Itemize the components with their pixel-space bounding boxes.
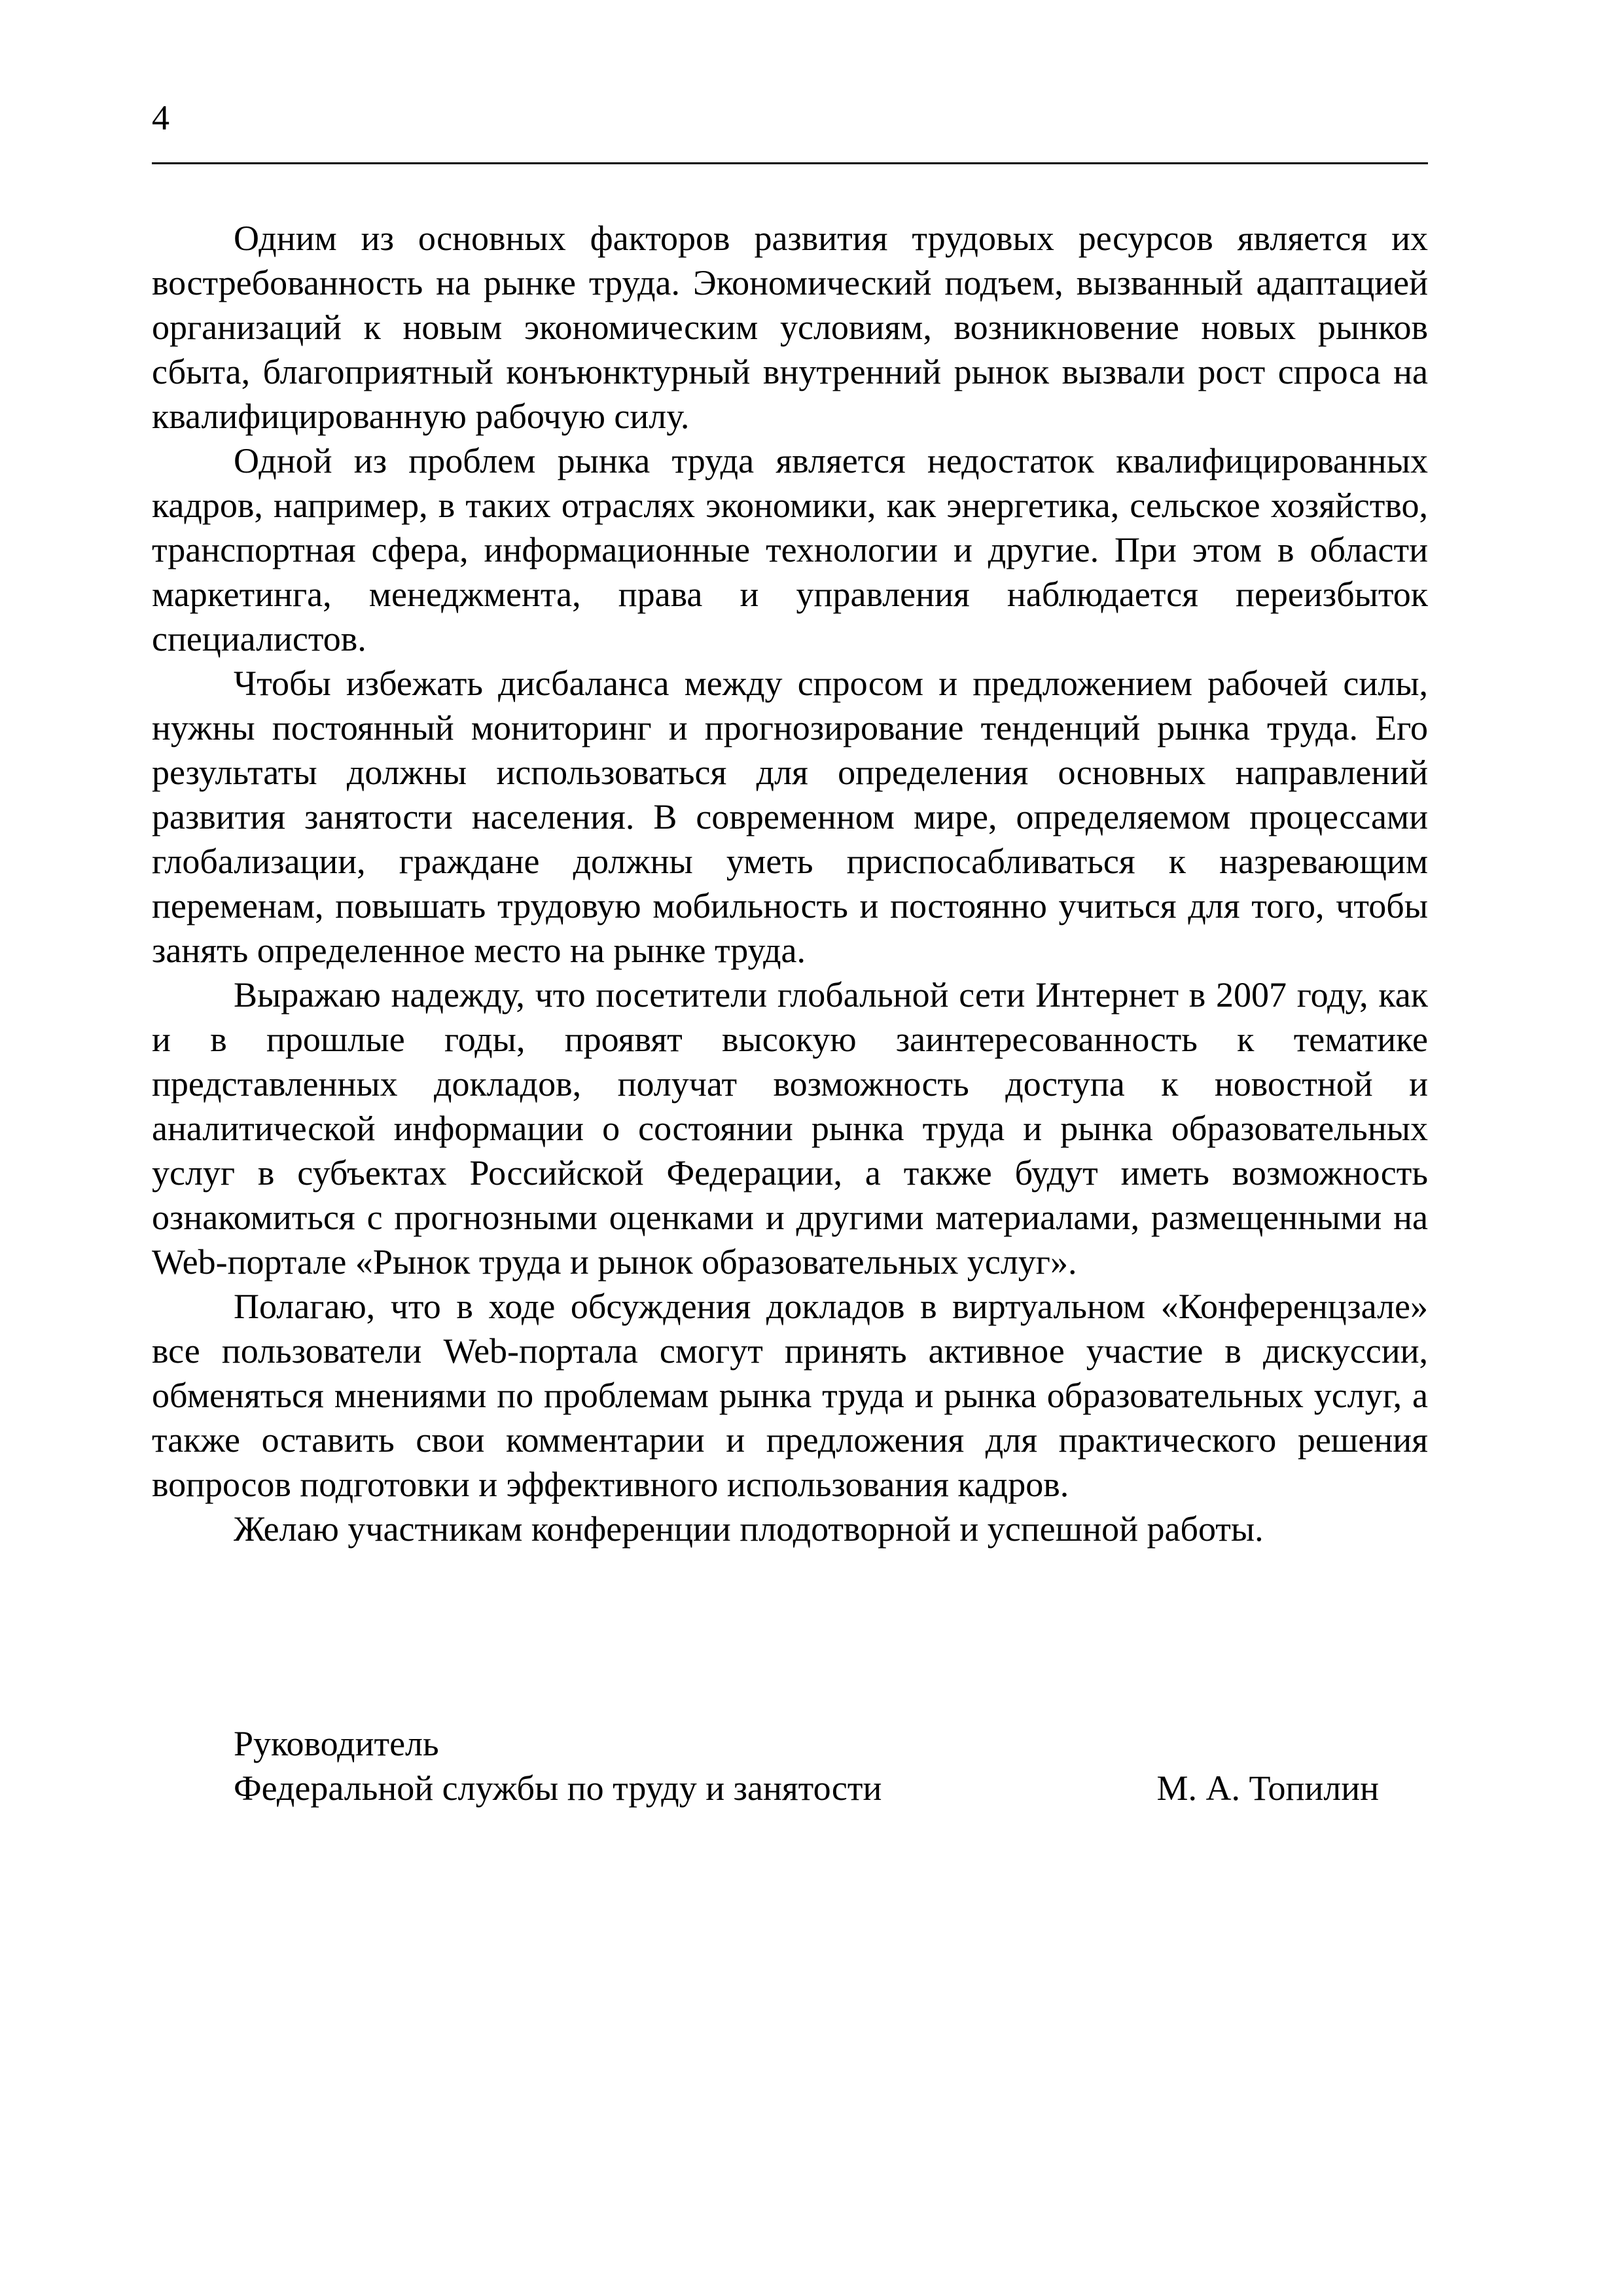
paragraph: Выражаю надежду, что посетители глобальной сети Интернет в 2007 году, как и в прошлые годы, проявят высокую заинтересованность к тематике представленных докладов, получат возможность доступа к новостной и аналитической информации о состоянии рынка труда и рынка образовательных услуг в субъектах Российской Федерации, а также будут иметь возможность ознакомиться с прогнозными оценками и другими материалами, размещенными на Web-портале «Рынок труда и рынок образовательных услуг».	[152, 975, 1428, 1282]
paragraph: Одной из проблем рынка труда является недостаток квалифицированных кадров, например, в таких отраслях экономики, как энергетика, сельское хозяйство, транспортная сфера, информационные технологии и другие. При этом в области маркетинга, менеджмента, права и управления наблюдается переизбыток специалистов.	[152, 441, 1428, 658]
closing-wish: Желаю участникам конференции плодотворной и успешной работы.	[234, 1509, 1264, 1549]
signatory-name: М. А. Топилин	[1156, 1768, 1379, 1808]
signature-row	[234, 1766, 1379, 1810]
paragraph: Полагаю, что в ходе обсуждения докладов в виртуальном «Конференцзале» все пользователи Web-портала смогут принять активное участие в дискуссии, обменяться мнениями по проблемам рынка труда и рынка образовательных услуг, а также оставить свои комментарии и предложения для практического решения вопросов подготовки и эффективного использования кадров.	[152, 1287, 1428, 1504]
signatory-title-line2: Федеральной службы по труду и занятости	[234, 1768, 882, 1808]
header-rule	[152, 162, 1428, 164]
paragraph: Одним из основных факторов развития трудовых ресурсов является их востребованность на рынке труда. Экономический подъем, вызванный адаптацией организаций к новым экономическим условиям, возникновение новых рынков сбыта, благоприятный конъюнктурный внутренний рынок вызвали рост спроса на квалифицированную рабочую силу.	[152, 219, 1428, 436]
paragraph: Чтобы избежать дисбаланса между спросом и предложением рабочей силы, нужны постоянный мониторинг и прогнозирование тенденций рынка труда. Его результаты должны использоваться для определения основных направлений развития занятости населения. В современном мире, определяемом процессами глобализации, граждане должны уметь приспосабливаться к назревающим переменам, повышать трудовую мобильность и постоянно учиться для того, чтобы занять определенное место на рынке труда.	[152, 664, 1428, 970]
page-number: 4	[152, 98, 169, 137]
signature-block	[234, 1721, 1379, 1810]
document-body	[152, 216, 1428, 1551]
signatory-title-line1: Руководитель	[234, 1724, 439, 1763]
